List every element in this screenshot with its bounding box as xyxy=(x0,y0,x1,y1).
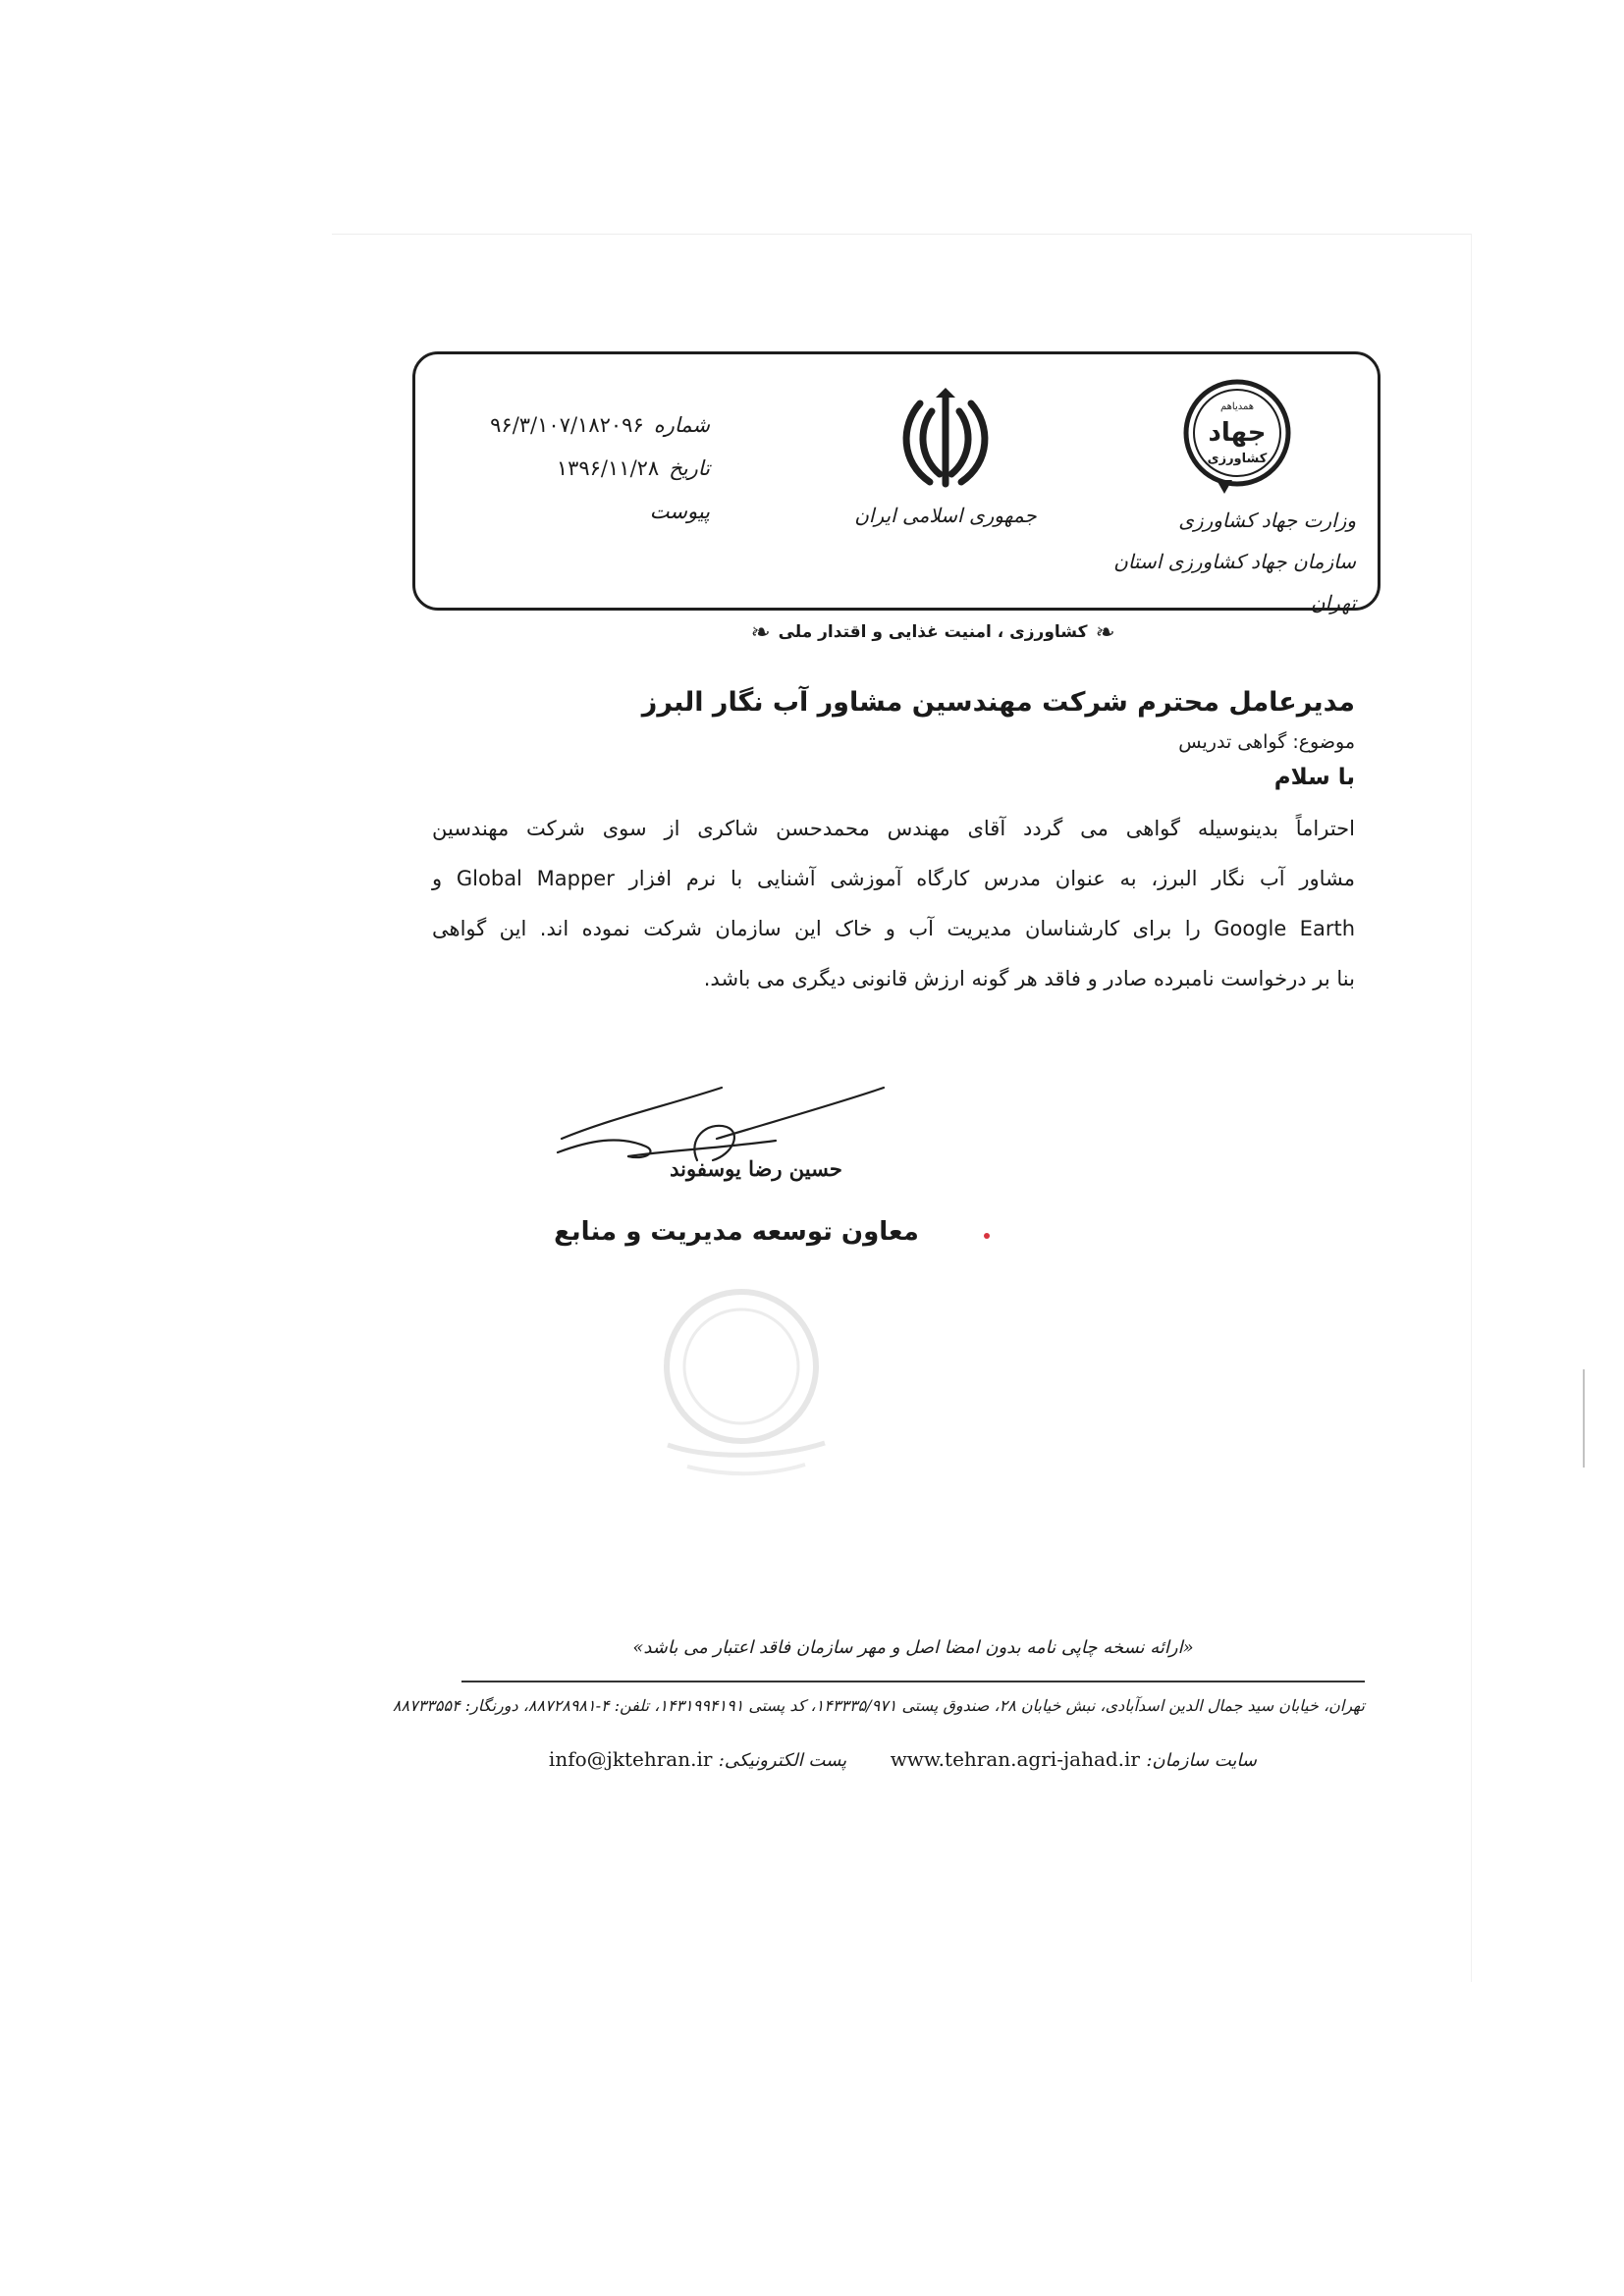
letter-date-value: ۱۳۹۶/۱۱/۲۸ xyxy=(556,456,660,480)
motto xyxy=(727,618,1139,646)
iran-emblem-icon xyxy=(891,386,1001,496)
site-link[interactable]: www.tehran.agri-jahad.ir xyxy=(890,1747,1140,1771)
letter-date-row xyxy=(455,447,710,490)
subject-line: موضوع: گواهی تدریس xyxy=(1178,731,1355,753)
logo-text-main: جهاد xyxy=(1208,418,1267,448)
footer-validity-note: «ارائه نسخه چاپی نامه بدون امضا اصل و مهر سازمان فاقد اعتبار می باشد» xyxy=(632,1637,1194,1658)
footer-contact xyxy=(550,1747,1257,1771)
letter-body xyxy=(432,687,1355,1004)
body-line: بنا بر درخواست نامبرده صادر و فاقد هر گونه ارزش قانونی دیگری می باشد. xyxy=(703,967,1355,990)
ministry-name: وزارت جهاد کشاورزی xyxy=(1178,508,1356,532)
email-label: پست الکترونیکی: xyxy=(718,1750,847,1771)
reference-block xyxy=(455,403,710,533)
signer-title: معاون توسعه مدیریت و منابع xyxy=(554,1217,919,1247)
attachment-label: پیوست xyxy=(649,500,710,523)
scan-edge-mark xyxy=(1583,1369,1585,1468)
letterhead-box xyxy=(412,351,1380,614)
site-label: سایت سازمان: xyxy=(1146,1750,1257,1771)
logo-text-bottom: کشاورزی xyxy=(1207,452,1268,466)
national-emblem-block xyxy=(847,386,1044,527)
body-line: احتراماً بدینوسیله گواهی می گردد آقای مهندس محمدحسن شاکری از سوی شرکت مهندسین xyxy=(432,817,1355,840)
letter-date-label: تاریخ xyxy=(669,456,710,480)
letter-number-row xyxy=(455,403,710,447)
footer-divider xyxy=(461,1681,1365,1682)
leaf-icon: ❧ xyxy=(1095,618,1115,646)
republic-name: جمهوری اسلامی ایران xyxy=(854,504,1037,527)
organization-name: سازمان جهاد کشاورزی استان تهران xyxy=(1113,550,1356,614)
body-line: Google Earth را برای کارشناسان مدیریت آب و خاک این سازمان شرکت نموده اند. این گواهی xyxy=(432,917,1355,940)
embossed-seal-icon xyxy=(628,1276,864,1482)
leaf-icon: ❧ xyxy=(750,618,771,646)
motto-text: کشاورزی ، امنیت غذایی و اقتدار ملی xyxy=(778,622,1088,642)
email-link[interactable]: info@jktehran.ir xyxy=(548,1747,713,1771)
logo-text-top: همدیاهم xyxy=(1219,401,1255,412)
letter-number-value: ۹۶/۳/۱۰۷/۱۸۲۰۹۶ xyxy=(490,413,644,437)
organization-block xyxy=(1071,376,1356,623)
attachment-row xyxy=(455,490,710,533)
body-line: مشاور آب نگار البرز، به عنوان مدرس کارگاه آموزشی آشنایی با نرم افزار Global Mapper و xyxy=(432,867,1355,890)
footer-address: تهران، خیابان سید جمال الدین اسدآبادی، نبش خیابان ۲۸، صندوق پستی ۱۴۳۳۳۵/۹۷۱، کد پستی ۱۴۳۱۹۹۴۱۹۱، تلفن: ۴-۸۸۷۲۸۹۸۱، دورنگار: ۸۸۷۳۳۵۵۴ xyxy=(392,1696,1365,1715)
recipient: مدیرعامل محترم شرکت مهندسین مشاور آب نگار البرز xyxy=(641,687,1355,718)
letter-number-label: شماره xyxy=(653,413,710,437)
red-ink-dot xyxy=(984,1233,990,1239)
signer-name: حسین رضا یوسفوند xyxy=(670,1156,842,1181)
jahad-logo-icon xyxy=(1177,376,1297,496)
greeting: با سلام xyxy=(1273,765,1355,790)
